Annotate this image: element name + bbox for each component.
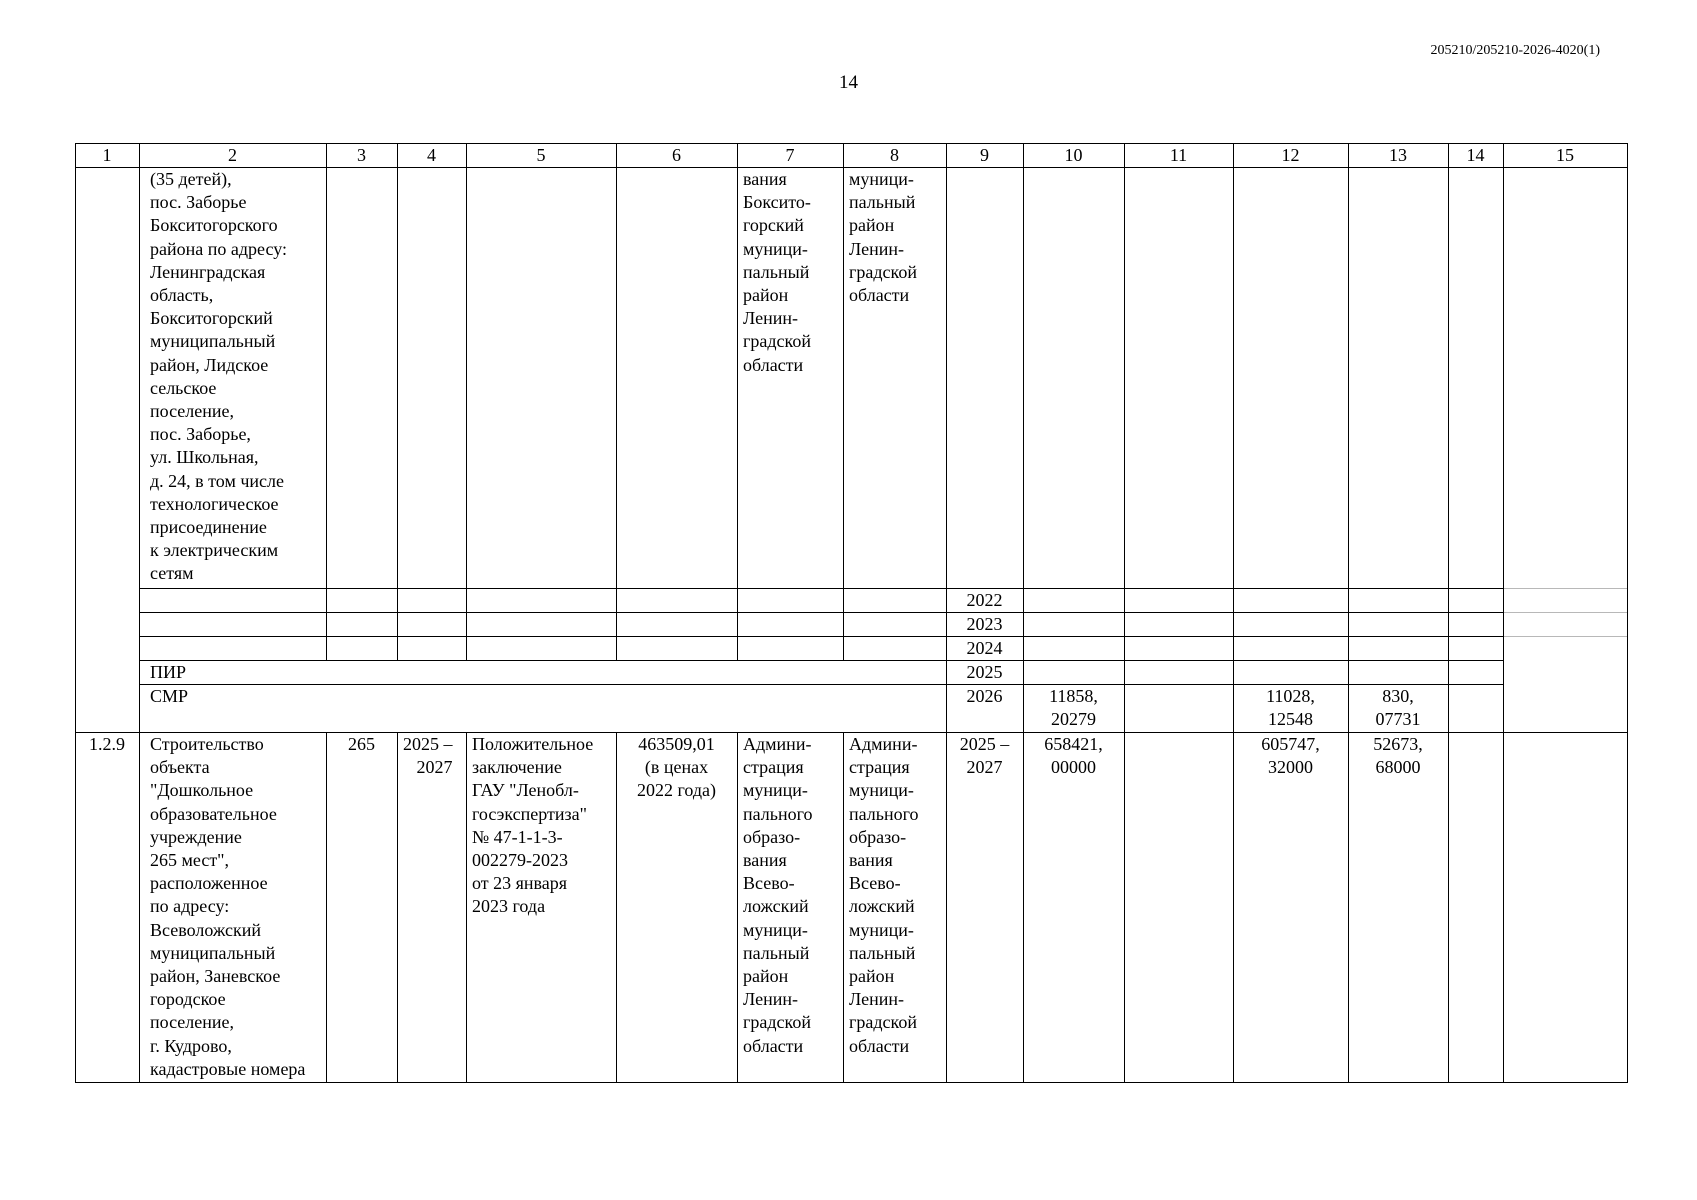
table-border bbox=[326, 143, 327, 661]
table-border bbox=[139, 612, 1503, 613]
table-border bbox=[843, 143, 844, 661]
item-number-cell: 1.2.9 bbox=[89, 734, 125, 754]
table-border bbox=[843, 732, 844, 1083]
table-border bbox=[139, 588, 1503, 589]
column-header: 8 bbox=[890, 145, 899, 165]
table-border bbox=[616, 143, 617, 661]
table-border bbox=[75, 1082, 1628, 1083]
column-header: 2 bbox=[228, 145, 237, 165]
customer-cell: Админи- страция муници- пального образо- вания Всево- ложский муници- пальный район Ленин- градской области bbox=[743, 734, 813, 1056]
year-cell: 2025 bbox=[966, 662, 1003, 682]
column-header: 15 bbox=[1556, 145, 1574, 165]
object-description-cell: (35 детей), пос. Заборье Бокситогорского района по адресу: Ленинградская область, Бокситогорский муниципальный район, Лидское сельское поселение, пос. Заборье, ул. Школьная, д. 24, в том числе технологическое присоединение к электрическим сетям bbox=[150, 169, 287, 584]
column-header: 1 bbox=[102, 145, 112, 165]
table-border bbox=[1233, 143, 1234, 1083]
smr-label: СМР bbox=[150, 686, 189, 706]
builder-cell: муници- пальный район Ленин- градской области bbox=[849, 169, 917, 306]
table-border bbox=[1124, 143, 1125, 1083]
years-cell: 2025 – 2027 bbox=[959, 734, 1010, 778]
expertise-cell: Положительное заключение ГАУ "Ленобл- госэкспертиза" № 47-1-1-3- 002279-2023 от 23 января 2023 года bbox=[472, 734, 594, 917]
pir-label: ПИР bbox=[150, 662, 187, 682]
table-border bbox=[737, 143, 738, 661]
table-border bbox=[139, 636, 1503, 637]
data-table bbox=[75, 143, 1628, 1083]
column-header: 7 bbox=[785, 145, 795, 165]
period-cell: 2025 – 2027 bbox=[403, 734, 453, 778]
column-header: 4 bbox=[427, 145, 436, 165]
smr-local-cell: 830, 07731 bbox=[1375, 686, 1421, 730]
builder-cell: Админи- страция муници- пального образо- вания Всево- ложский муници- пальный район Ленин- градской области bbox=[849, 734, 919, 1056]
capacity-cell: 265 bbox=[348, 734, 375, 754]
table-border bbox=[397, 143, 398, 661]
table-border bbox=[1503, 636, 1628, 637]
table-border bbox=[139, 143, 140, 1083]
customer-cell: вания Боксито- горский муници- пальный район Ленин- градской области bbox=[743, 169, 811, 375]
smr-total-cell: 11858, 20279 bbox=[1049, 686, 1098, 730]
table-border bbox=[139, 660, 1503, 661]
total-cell: 658421, 00000 bbox=[1044, 734, 1103, 778]
year-cell: 2023 bbox=[966, 614, 1003, 634]
year-cell: 2024 bbox=[966, 638, 1003, 658]
year-cell: 2022 bbox=[966, 590, 1003, 610]
local-cell: 52673, 68000 bbox=[1373, 734, 1423, 778]
table-border bbox=[466, 143, 467, 661]
table-border bbox=[466, 732, 467, 1083]
column-header: 5 bbox=[536, 145, 546, 165]
table-border bbox=[737, 732, 738, 1083]
table-border bbox=[397, 732, 398, 1083]
column-header: 14 bbox=[1466, 145, 1485, 165]
table-border bbox=[1503, 612, 1628, 613]
table-border bbox=[1503, 588, 1628, 589]
column-header: 13 bbox=[1389, 145, 1407, 165]
smr-regional-cell: 11028, 12548 bbox=[1266, 686, 1315, 730]
column-header: 6 bbox=[672, 145, 681, 165]
column-header: 9 bbox=[980, 145, 989, 165]
regional-cell: 605747, 32000 bbox=[1261, 734, 1320, 778]
table-border bbox=[1627, 143, 1628, 1083]
table-border bbox=[1023, 143, 1024, 1083]
year-cell: 2026 bbox=[966, 686, 1003, 706]
object-description-cell: Строительство объекта "Дошкольное образовательное учреждение 265 мест", расположенное по адресу: Всеволожский муниципальный район, Заневское городское поселение, г. Кудрово, кадастровые номера bbox=[150, 734, 306, 1079]
table-border bbox=[1503, 143, 1504, 1083]
table-border bbox=[75, 143, 76, 1083]
table-border bbox=[1348, 143, 1349, 1083]
table-border bbox=[1448, 143, 1449, 1083]
table-border bbox=[326, 732, 327, 1083]
column-header: 10 bbox=[1064, 145, 1083, 165]
document-code: 205210/205210-2026-4020(1) bbox=[1430, 43, 1600, 58]
column-header: 12 bbox=[1281, 145, 1300, 165]
column-header: 3 bbox=[357, 145, 366, 165]
column-header: 11 bbox=[1169, 145, 1188, 165]
page-number: 14 bbox=[839, 72, 858, 93]
cost-cell: 463509,01 (в ценах 2022 года) bbox=[636, 734, 717, 801]
